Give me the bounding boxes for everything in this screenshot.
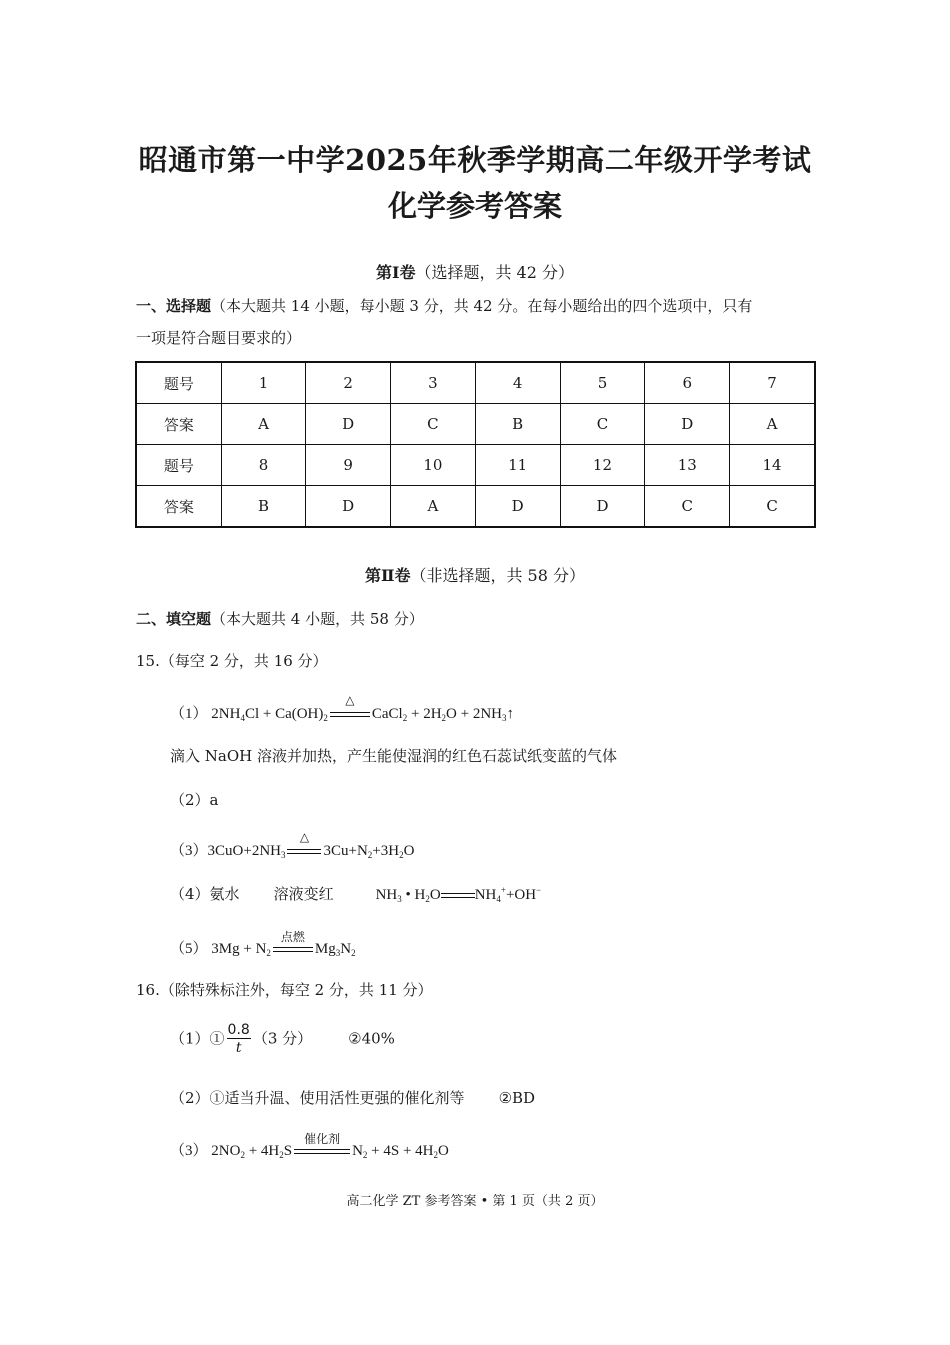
q16-part2-answer: （2）①适当升温、使用活性更强的催化剂等 ②BD	[170, 1089, 536, 1107]
q15-part5-equation: （5） $3Mg + N_2$ 点燃 $Mg_3N_2$	[170, 929, 356, 958]
q15-part1-equation: （1） $2NH_4Cl + Ca(OH)_2$ △ CaCl$_2$ + $2H_2O$ + $2NH_3↑$	[170, 692, 514, 723]
table-cell: 3	[391, 362, 476, 404]
section1-description-cont: 一项是符合题目要求的）	[136, 329, 302, 347]
part1-heading: 第Ⅰ卷（选择题，共 42 分）	[375, 263, 575, 282]
table-cell: A	[391, 486, 476, 528]
table-cell: 7	[730, 362, 815, 404]
table-cell: 1	[221, 362, 306, 404]
q16-header: 16.（除特殊标注外，每空 2 分，共 11 分）	[136, 981, 433, 999]
table-cell: B	[475, 404, 560, 445]
answer-table	[135, 361, 816, 528]
section2-description: 二、填空题（本大题共 4 小题，共 58 分）	[136, 610, 424, 628]
table-cell: 11	[475, 445, 560, 486]
table-cell: 4	[475, 362, 560, 404]
equilibrium-arrow-icon	[441, 891, 475, 901]
rate-fraction: $\frac{0.8}{t}$	[227, 1022, 250, 1056]
q15-part1-description: 滴入 NaOH 溶液并加热，产生能使湿润的红色石蕊试纸变蓝的气体	[170, 747, 617, 765]
table-cell: D	[560, 486, 645, 528]
heat-condition: △	[330, 706, 370, 724]
ignition-condition: 点燃	[273, 941, 313, 959]
table-cell: 2	[306, 362, 391, 404]
section1-description: 一、选择题（本大题共 14 小题，每小题 3 分，共 42 分。在每小题给出的四个选项中，只有	[136, 297, 753, 315]
exam-subtitle: 化学参考答案	[387, 189, 562, 223]
table-cell: 8	[221, 445, 306, 486]
table-cell: A	[221, 404, 306, 445]
table-cell: 6	[645, 362, 730, 404]
row-header-cell: 题号	[136, 445, 221, 486]
row-header-cell: 答案	[136, 404, 221, 445]
q16-part3-equation: （3） $2NO_2 + 4H_2S$ 催化剂 $N_2 + 4S + 4H_2O$	[170, 1131, 449, 1160]
table-cell: C	[645, 486, 730, 528]
q15-part4-answer: （4）氨水 溶液变红 $NH_3$ • $H_2O$ $NH_4^++OH^-$	[170, 885, 542, 904]
table-cell: C	[730, 486, 815, 528]
q15-part3-equation: $(3)3CuO+2NH_3$ △ $3Cu+N_2+3H_2O$	[170, 829, 415, 860]
catalyst-condition: 催化剂	[294, 1143, 350, 1161]
row-header-cell: 题号	[136, 362, 221, 404]
table-cell: 9	[306, 445, 391, 486]
heat-condition: △	[287, 843, 321, 861]
row-header-cell: 答案	[136, 486, 221, 528]
q15-part2-answer: （2）a	[170, 791, 219, 809]
table-cell: B	[221, 486, 306, 528]
exam-title: 昭通市第一中学2025年秋季学期高二年级开学考试	[138, 143, 812, 177]
table-cell: C	[560, 404, 645, 445]
part2-heading: 第Ⅱ卷（非选择题，共 58 分）	[364, 566, 586, 585]
table-cell: D	[645, 404, 730, 445]
q15-header: 15.（每空 2 分，共 16 分）	[136, 652, 328, 670]
table-cell: 14	[730, 445, 815, 486]
table-row	[136, 362, 815, 404]
table-cell: A	[730, 404, 815, 445]
table-cell: 5	[560, 362, 645, 404]
table-cell: D	[306, 404, 391, 445]
q16-part1-answer: （1）① $\frac{0.8}{t}$ （3 分） ②40%	[170, 1022, 395, 1056]
page-footer: 高二化学 ZT 参考答案 • 第 1 页（共 2 页）	[346, 1194, 604, 1209]
table-row	[136, 404, 815, 445]
table-cell: 12	[560, 445, 645, 486]
table-cell: 10	[391, 445, 476, 486]
table-cell: D	[475, 486, 560, 528]
table-row	[136, 486, 815, 528]
table-cell: C	[391, 404, 476, 445]
table-cell: D	[306, 486, 391, 528]
table-cell: 13	[645, 445, 730, 486]
table-row	[136, 445, 815, 486]
